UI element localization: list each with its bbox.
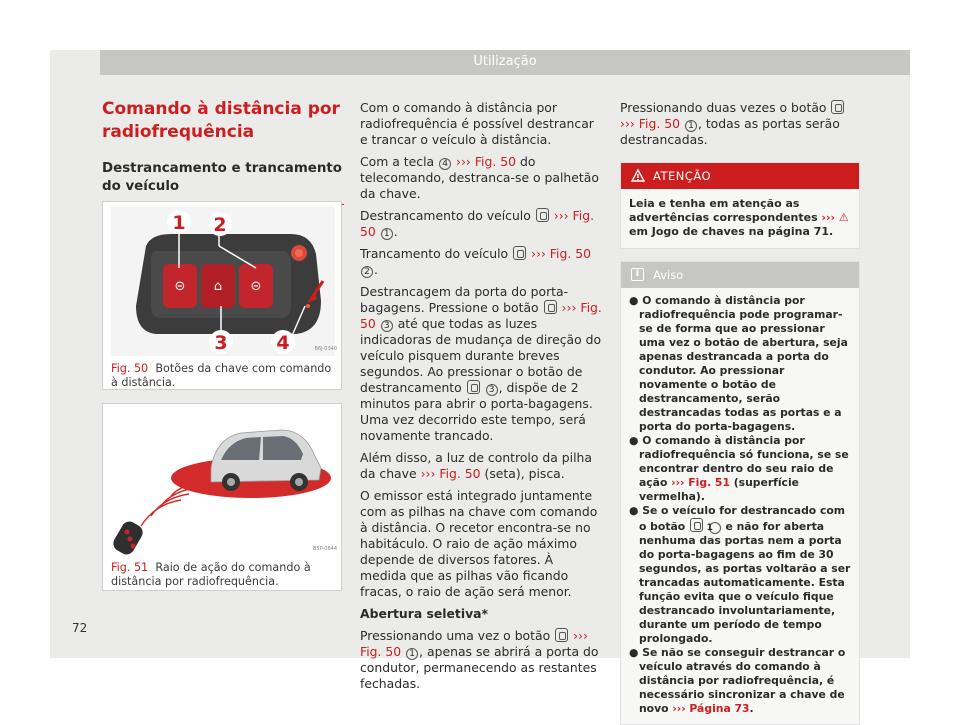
middle-column — [360, 100, 602, 698]
figure-51 — [102, 403, 342, 591]
info-icon: i — [631, 268, 644, 281]
key-remote-illustration — [111, 206, 335, 356]
page-number: 72 — [72, 621, 88, 635]
callout-number: 1 — [381, 228, 393, 240]
trunk-key-icon — [467, 380, 480, 394]
right-column — [620, 100, 860, 725]
unlock-key-icon — [536, 208, 549, 222]
note-item: ● O comando à distância por radiofrequência só funciona, se se encontrar dentro do seu raio de ação ››› Fig. 51 (superfície vermelha). — [629, 434, 849, 503]
manual-page — [50, 50, 910, 715]
paragraph: Com o comando à distância por radiofrequência é possível destrancar e trancar o veículo à distância. — [360, 100, 594, 147]
warning-title: ATENÇÃO — [653, 169, 712, 183]
unlock-key-icon — [690, 518, 703, 532]
figure-50 — [102, 201, 342, 390]
note-box — [620, 261, 860, 725]
figure-link[interactable]: ››› Fig. 50 — [620, 116, 680, 131]
svg-text:⊝: ⊝ — [250, 279, 262, 294]
callout-number: 4 — [439, 158, 451, 170]
callout-number: 2 — [361, 266, 373, 278]
figure-link[interactable]: ››› Fig. 50 — [420, 466, 481, 481]
lock-key-icon — [513, 246, 526, 260]
callout-number: 3 — [486, 384, 498, 396]
warning-box — [620, 162, 860, 249]
warning-triangle-icon — [631, 169, 645, 182]
car-range-illustration — [111, 408, 335, 558]
figure-51-caption — [111, 561, 335, 589]
page-link[interactable]: ››› Página 73 — [672, 702, 750, 715]
figure-51-ref: Fig. 51 — [111, 561, 149, 574]
warning-text: Leia e tenha em atenção as advertências correspondentes ››› ⚠ em Jogo de chaves na página 71. — [629, 197, 849, 238]
note-item: ● Se não se conseguir destrancar o veículo através do comando à distância por radiofrequência, é necessário sincronizar a chave de novo ››› Página 73. — [629, 646, 846, 715]
left-column — [102, 98, 344, 205]
figure-50-caption-text: Botões da chave com comando à distância. — [111, 362, 332, 389]
figure-code: B5P-0844 — [312, 546, 337, 552]
callout-4: 4 — [276, 332, 290, 354]
paragraph: Com a tecla 4 ››› Fig. 50 do telecomando, destranca-se o palhetão da chave. — [360, 154, 599, 201]
sub-heading: Abertura seletiva* — [360, 606, 489, 621]
svg-text:⊝: ⊝ — [174, 279, 186, 294]
paragraph: Pressionando uma vez o botão ››› Fig. 50 1 , apenas se abrirá a porta do condutor, permanecendo as restantes fechadas. — [360, 628, 599, 691]
note-header — [621, 262, 859, 288]
note-item: ● Se o veículo for destrancado com o botão 1 e não for aberta nenhuma das portas nem a porta do porta-bagagens ao fim de 30 segundos, as portas voltarão a ser trancadas automaticamente. Esta função evita que o veículo fique destrancado involuntariamente, durante um período de tempo prolongado. — [629, 504, 851, 645]
paragraph: O emissor está integrado juntamente com as pilhas na chave com comando à distância. O recetor encontra-se no habitáculo. O raio de ação máximo depende de diversos fatores. À medida que as pilhas vão ficando fracas, o raio de ação será menor. — [360, 488, 598, 599]
trunk-key-icon — [544, 300, 557, 314]
callout-2: 2 — [213, 214, 227, 236]
warning-header — [621, 163, 859, 189]
figure-link[interactable]: ››› Fig. 50 — [531, 246, 591, 261]
svg-text:⌂: ⌂ — [213, 279, 223, 294]
unlock-key-icon — [831, 100, 844, 114]
callout-number: 1 — [685, 120, 697, 132]
figure-link[interactable]: ››› Fig. 50 — [456, 154, 516, 169]
warning-link[interactable]: ››› — [821, 211, 836, 224]
paragraph: Trancamento do veículo ››› Fig. 50 2 . — [360, 246, 591, 277]
callout-number: 3 — [381, 320, 393, 332]
figure-link[interactable]: ››› Fig. 50 — [360, 208, 595, 239]
note-body — [621, 288, 859, 724]
figure-51-caption-text: Raio de ação do comando à distância por radiofrequência. — [111, 561, 311, 588]
note-title: Aviso — [653, 268, 684, 282]
paragraph: Destrancagem da porta do porta-bagagens. Pressione o botão ››› Fig. 50 3 até que todas as luzes indicadoras de mudança de direção do veículo pisquem durante breves segundos. Ao pressionar o botão de destrancamento 3 , dispõe de 2 minutos para abrir o porta-bagagens. Uma vez decorrido este tempo, será novamente trancado. — [360, 284, 602, 443]
warning-triangle-icon: ⚠ — [838, 211, 849, 224]
figure-code: B6J-0340 — [314, 346, 337, 352]
figure-50-caption — [111, 362, 335, 390]
section-header: Utilização — [100, 50, 910, 75]
note-item: ● O comando à distância por radiofrequência pode programar-se de forma que ao pressionar uma vez o botão de abertura, seja apenas destrancada a porta do condutor. Ao pressionar novamente o botão de destrancamento, serão destrancadas todas as portas e a porta do porta-bagagens. — [629, 294, 848, 433]
paragraph: Pressionando duas vezes o botão ››› Fig. 50 1 , todas as portas serão destrancadas. — [620, 100, 860, 148]
figure-50-ref: Fig. 50 — [111, 362, 149, 375]
callout-1: 1 — [172, 212, 186, 234]
callout-3: 3 — [214, 332, 228, 354]
callout-number: 1 — [709, 522, 721, 534]
figure-link[interactable]: ››› Fig. 50 — [360, 628, 588, 659]
paragraph: Destrancamento do veículo ››› Fig. 50 1 . — [360, 208, 595, 239]
section-subtitle: Destrancamento e trancamento do veículo — [102, 160, 344, 205]
figure-link[interactable]: ››› Fig. 50 — [360, 300, 602, 331]
page-title: Comando à distância por radiofrequência — [102, 99, 340, 142]
figure-link[interactable]: ››› Fig. 51 — [671, 476, 730, 489]
callout-number: 1 — [406, 648, 418, 660]
unlock-key-icon — [555, 628, 568, 642]
paragraph: Além disso, a luz de controlo da pilha da chave ››› Fig. 50 (seta), pisca. — [360, 450, 592, 481]
